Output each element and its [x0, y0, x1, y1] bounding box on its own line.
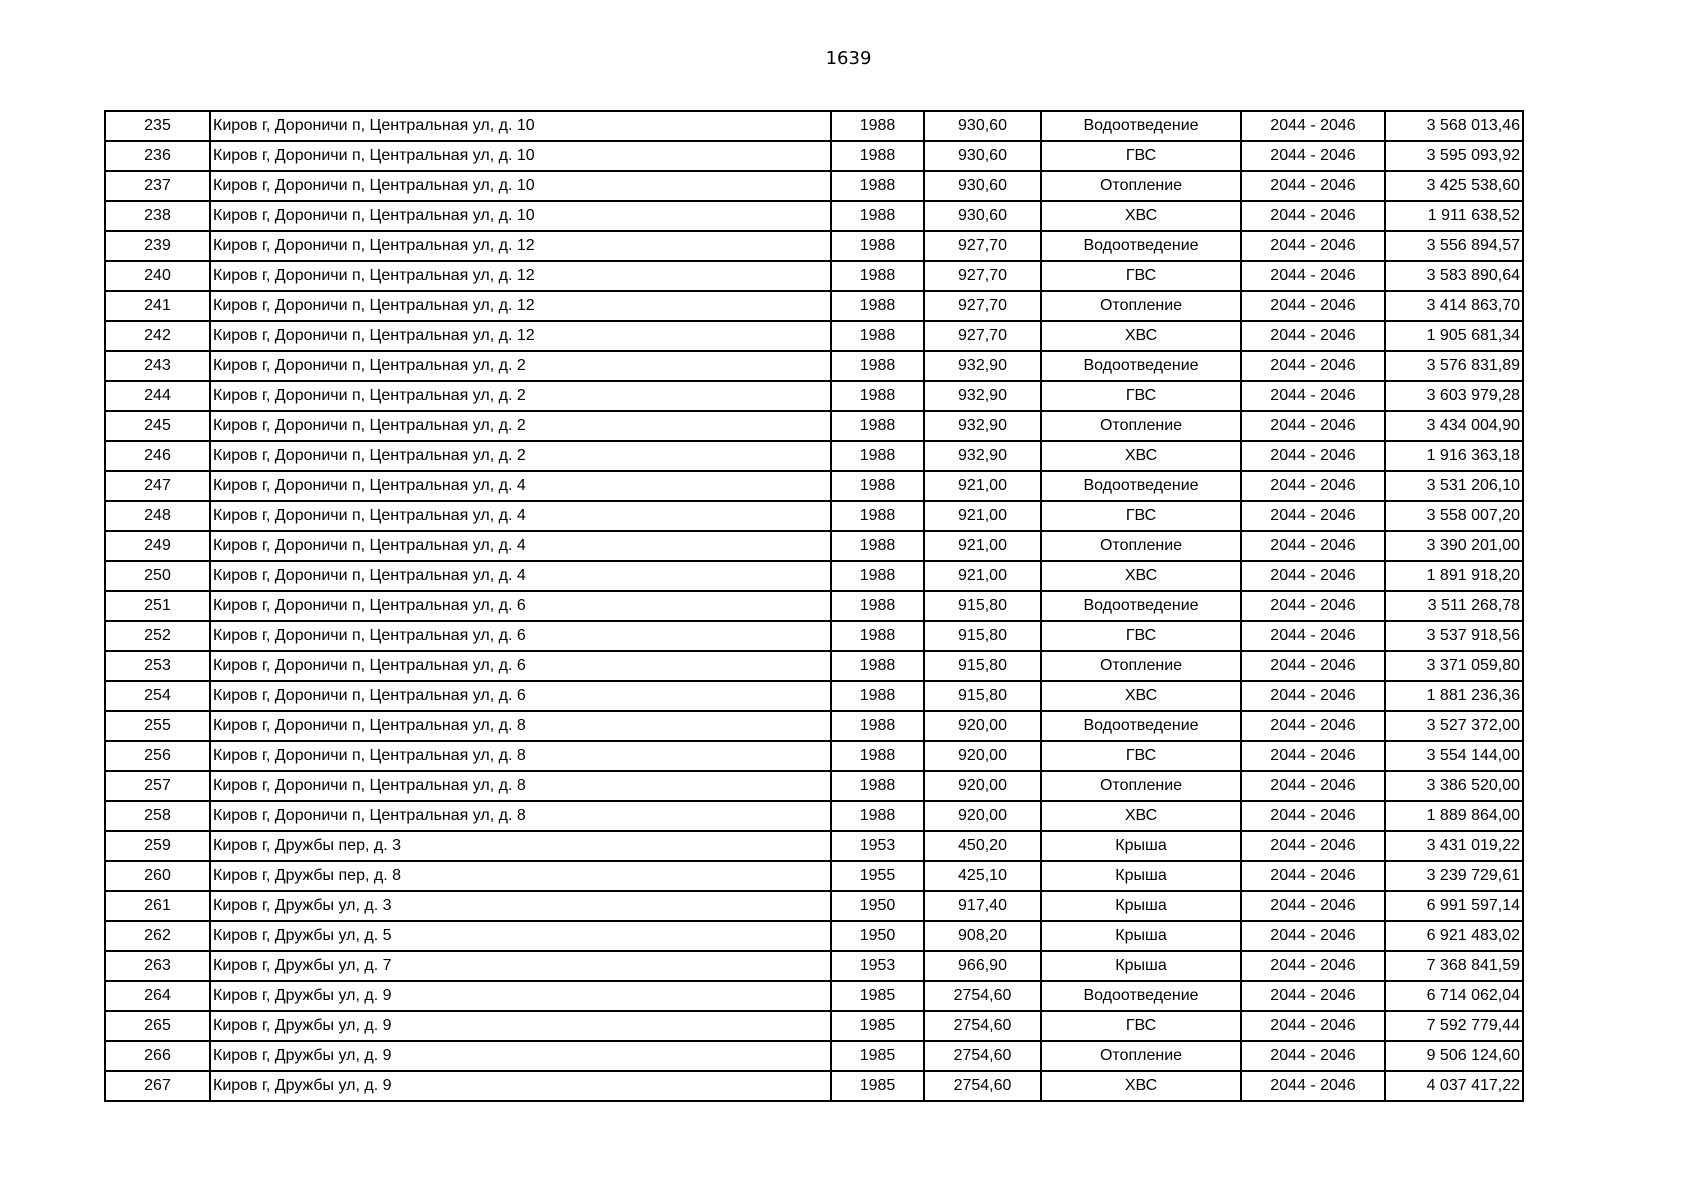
work-type-cell: ХВС — [1041, 441, 1241, 471]
area-cell: 932,90 — [924, 441, 1041, 471]
row-number-cell: 264 — [105, 981, 210, 1011]
work-type-cell: Водоотведение — [1041, 711, 1241, 741]
area-cell: 930,60 — [924, 171, 1041, 201]
cost-cell: 7 592 779,44 — [1385, 1011, 1523, 1041]
area-cell: 920,00 — [924, 741, 1041, 771]
table-row — [105, 681, 1523, 711]
table-row — [105, 801, 1523, 831]
cost-cell: 3 390 201,00 — [1385, 531, 1523, 561]
year-built-cell: 1988 — [831, 261, 924, 291]
work-type-cell: Крыша — [1041, 891, 1241, 921]
year-built-cell: 1953 — [831, 951, 924, 981]
row-number-cell: 237 — [105, 171, 210, 201]
row-number-cell: 261 — [105, 891, 210, 921]
year-built-cell: 1988 — [831, 201, 924, 231]
period-cell: 2044 - 2046 — [1241, 111, 1385, 141]
year-built-cell: 1988 — [831, 591, 924, 621]
table-row — [105, 711, 1523, 741]
year-built-cell: 1955 — [831, 861, 924, 891]
year-built-cell: 1953 — [831, 831, 924, 861]
address-cell: Киров г, Дружбы пер, д. 3 — [210, 831, 831, 861]
address-cell: Киров г, Дороничи п, Центральная ул, д. 10 — [210, 141, 831, 171]
row-number-cell: 245 — [105, 411, 210, 441]
period-cell: 2044 - 2046 — [1241, 321, 1385, 351]
address-cell: Киров г, Дороничи п, Центральная ул, д. 8 — [210, 711, 831, 741]
year-built-cell: 1988 — [831, 651, 924, 681]
year-built-cell: 1988 — [831, 621, 924, 651]
year-built-cell: 1988 — [831, 531, 924, 561]
address-cell: Киров г, Дружбы ул, д. 9 — [210, 1011, 831, 1041]
row-number-cell: 267 — [105, 1071, 210, 1101]
table-row — [105, 501, 1523, 531]
table-row — [105, 381, 1523, 411]
work-type-cell: ХВС — [1041, 321, 1241, 351]
area-cell: 932,90 — [924, 381, 1041, 411]
work-type-cell: ГВС — [1041, 501, 1241, 531]
area-cell: 908,20 — [924, 921, 1041, 951]
period-cell: 2044 - 2046 — [1241, 471, 1385, 501]
work-type-cell: Крыша — [1041, 831, 1241, 861]
period-cell: 2044 - 2046 — [1241, 381, 1385, 411]
row-number-cell: 241 — [105, 291, 210, 321]
work-type-cell: ХВС — [1041, 561, 1241, 591]
area-cell: 921,00 — [924, 531, 1041, 561]
area-cell: 915,80 — [924, 591, 1041, 621]
table-row — [105, 891, 1523, 921]
address-cell: Киров г, Дороничи п, Центральная ул, д. 2 — [210, 351, 831, 381]
cost-cell: 3 554 144,00 — [1385, 741, 1523, 771]
area-cell: 915,80 — [924, 621, 1041, 651]
area-cell: 966,90 — [924, 951, 1041, 981]
cost-cell: 3 531 206,10 — [1385, 471, 1523, 501]
work-type-cell: Крыша — [1041, 921, 1241, 951]
address-cell: Киров г, Дороничи п, Центральная ул, д. 4 — [210, 501, 831, 531]
work-type-cell: ГВС — [1041, 741, 1241, 771]
table-row — [105, 441, 1523, 471]
year-built-cell: 1988 — [831, 381, 924, 411]
area-cell: 927,70 — [924, 261, 1041, 291]
table-row — [105, 531, 1523, 561]
address-cell: Киров г, Дороничи п, Центральная ул, д. 2 — [210, 441, 831, 471]
work-type-cell: Крыша — [1041, 861, 1241, 891]
row-number-cell: 262 — [105, 921, 210, 951]
cost-cell: 1 881 236,36 — [1385, 681, 1523, 711]
cost-cell: 6 714 062,04 — [1385, 981, 1523, 1011]
area-cell: 932,90 — [924, 411, 1041, 441]
period-cell: 2044 - 2046 — [1241, 591, 1385, 621]
work-type-cell: Отопление — [1041, 651, 1241, 681]
address-cell: Киров г, Дороничи п, Центральная ул, д. 6 — [210, 591, 831, 621]
address-cell: Киров г, Дороничи п, Центральная ул, д. 12 — [210, 231, 831, 261]
period-cell: 2044 - 2046 — [1241, 621, 1385, 651]
address-cell: Киров г, Дружбы пер, д. 8 — [210, 861, 831, 891]
address-cell: Киров г, Дороничи п, Центральная ул, д. 6 — [210, 651, 831, 681]
area-cell: 927,70 — [924, 231, 1041, 261]
period-cell: 2044 - 2046 — [1241, 531, 1385, 561]
period-cell: 2044 - 2046 — [1241, 861, 1385, 891]
cost-cell: 3 239 729,61 — [1385, 861, 1523, 891]
row-number-cell: 239 — [105, 231, 210, 261]
year-built-cell: 1985 — [831, 1041, 924, 1071]
period-cell: 2044 - 2046 — [1241, 1041, 1385, 1071]
area-cell: 932,90 — [924, 351, 1041, 381]
table-row — [105, 351, 1523, 381]
period-cell: 2044 - 2046 — [1241, 1011, 1385, 1041]
cost-cell: 1 916 363,18 — [1385, 441, 1523, 471]
row-number-cell: 253 — [105, 651, 210, 681]
work-type-cell: Водоотведение — [1041, 981, 1241, 1011]
work-type-cell: ХВС — [1041, 801, 1241, 831]
cost-cell: 3 568 013,46 — [1385, 111, 1523, 141]
area-cell: 930,60 — [924, 201, 1041, 231]
period-cell: 2044 - 2046 — [1241, 561, 1385, 591]
table-row — [105, 411, 1523, 441]
address-cell: Киров г, Дороничи п, Центральная ул, д. 8 — [210, 801, 831, 831]
table-row — [105, 591, 1523, 621]
period-cell: 2044 - 2046 — [1241, 741, 1385, 771]
row-number-cell: 252 — [105, 621, 210, 651]
area-cell: 930,60 — [924, 141, 1041, 171]
period-cell: 2044 - 2046 — [1241, 501, 1385, 531]
address-cell: Киров г, Дружбы ул, д. 5 — [210, 921, 831, 951]
work-type-cell: ГВС — [1041, 381, 1241, 411]
cost-cell: 3 434 004,90 — [1385, 411, 1523, 441]
year-built-cell: 1988 — [831, 411, 924, 441]
cost-cell: 1 905 681,34 — [1385, 321, 1523, 351]
row-number-cell: 248 — [105, 501, 210, 531]
cost-cell: 9 506 124,60 — [1385, 1041, 1523, 1071]
table-row — [105, 321, 1523, 351]
table-row — [105, 741, 1523, 771]
address-cell: Киров г, Дороничи п, Центральная ул, д. 8 — [210, 771, 831, 801]
period-cell: 2044 - 2046 — [1241, 711, 1385, 741]
year-built-cell: 1988 — [831, 561, 924, 591]
row-number-cell: 247 — [105, 471, 210, 501]
period-cell: 2044 - 2046 — [1241, 651, 1385, 681]
row-number-cell: 254 — [105, 681, 210, 711]
work-type-cell: ХВС — [1041, 681, 1241, 711]
cost-cell: 7 368 841,59 — [1385, 951, 1523, 981]
address-cell: Киров г, Дороничи п, Центральная ул, д. 12 — [210, 291, 831, 321]
year-built-cell: 1985 — [831, 1071, 924, 1101]
work-type-cell: Водоотведение — [1041, 231, 1241, 261]
work-type-cell: ГВС — [1041, 261, 1241, 291]
area-cell: 920,00 — [924, 711, 1041, 741]
cost-cell: 3 583 890,64 — [1385, 261, 1523, 291]
period-cell: 2044 - 2046 — [1241, 201, 1385, 231]
address-cell: Киров г, Дороничи п, Центральная ул, д. 6 — [210, 681, 831, 711]
period-cell: 2044 - 2046 — [1241, 411, 1385, 441]
work-type-cell: ГВС — [1041, 621, 1241, 651]
row-number-cell: 236 — [105, 141, 210, 171]
work-type-cell: ХВС — [1041, 201, 1241, 231]
row-number-cell: 260 — [105, 861, 210, 891]
cost-cell: 3 425 538,60 — [1385, 171, 1523, 201]
table-row — [105, 201, 1523, 231]
year-built-cell: 1988 — [831, 291, 924, 321]
year-built-cell: 1988 — [831, 321, 924, 351]
address-cell: Киров г, Дороничи п, Центральная ул, д. 10 — [210, 201, 831, 231]
work-type-cell: Водоотведение — [1041, 591, 1241, 621]
work-type-cell: Водоотведение — [1041, 111, 1241, 141]
row-number-cell: 251 — [105, 591, 210, 621]
table-row — [105, 231, 1523, 261]
period-cell: 2044 - 2046 — [1241, 921, 1385, 951]
table-row — [105, 561, 1523, 591]
registry-table-body — [105, 111, 1523, 1101]
area-cell: 425,10 — [924, 861, 1041, 891]
work-type-cell: ХВС — [1041, 1071, 1241, 1101]
table-row — [105, 651, 1523, 681]
year-built-cell: 1988 — [831, 501, 924, 531]
table-row — [105, 1071, 1523, 1101]
row-number-cell: 238 — [105, 201, 210, 231]
cost-cell: 3 431 019,22 — [1385, 831, 1523, 861]
address-cell: Киров г, Дороничи п, Центральная ул, д. 8 — [210, 741, 831, 771]
cost-cell: 3 537 918,56 — [1385, 621, 1523, 651]
year-built-cell: 1988 — [831, 171, 924, 201]
table-row — [105, 921, 1523, 951]
period-cell: 2044 - 2046 — [1241, 981, 1385, 1011]
period-cell: 2044 - 2046 — [1241, 351, 1385, 381]
row-number-cell: 255 — [105, 711, 210, 741]
area-cell: 450,20 — [924, 831, 1041, 861]
address-cell: Киров г, Дороничи п, Центральная ул, д. 10 — [210, 111, 831, 141]
work-type-cell: Отопление — [1041, 411, 1241, 441]
row-number-cell: 259 — [105, 831, 210, 861]
period-cell: 2044 - 2046 — [1241, 831, 1385, 861]
table-row — [105, 261, 1523, 291]
work-type-cell: ГВС — [1041, 1011, 1241, 1041]
period-cell: 2044 - 2046 — [1241, 171, 1385, 201]
cost-cell: 3 527 372,00 — [1385, 711, 1523, 741]
period-cell: 2044 - 2046 — [1241, 441, 1385, 471]
area-cell: 915,80 — [924, 651, 1041, 681]
period-cell: 2044 - 2046 — [1241, 681, 1385, 711]
work-type-cell: Отопление — [1041, 291, 1241, 321]
period-cell: 2044 - 2046 — [1241, 951, 1385, 981]
row-number-cell: 250 — [105, 561, 210, 591]
year-built-cell: 1985 — [831, 981, 924, 1011]
row-number-cell: 258 — [105, 801, 210, 831]
period-cell: 2044 - 2046 — [1241, 1071, 1385, 1101]
year-built-cell: 1985 — [831, 1011, 924, 1041]
address-cell: Киров г, Дружбы ул, д. 9 — [210, 1041, 831, 1071]
address-cell: Киров г, Дороничи п, Центральная ул, д. 4 — [210, 561, 831, 591]
table-row — [105, 621, 1523, 651]
year-built-cell: 1950 — [831, 921, 924, 951]
year-built-cell: 1988 — [831, 681, 924, 711]
area-cell: 915,80 — [924, 681, 1041, 711]
cost-cell: 3 556 894,57 — [1385, 231, 1523, 261]
area-cell: 2754,60 — [924, 1041, 1041, 1071]
address-cell: Киров г, Дороничи п, Центральная ул, д. 12 — [210, 321, 831, 351]
row-number-cell: 263 — [105, 951, 210, 981]
work-type-cell: ГВС — [1041, 141, 1241, 171]
area-cell: 930,60 — [924, 111, 1041, 141]
table-row — [105, 471, 1523, 501]
address-cell: Киров г, Дороничи п, Центральная ул, д. 6 — [210, 621, 831, 651]
cost-cell: 1 891 918,20 — [1385, 561, 1523, 591]
row-number-cell: 249 — [105, 531, 210, 561]
table-row — [105, 861, 1523, 891]
address-cell: Киров г, Дороничи п, Центральная ул, д. 12 — [210, 261, 831, 291]
table-row — [105, 981, 1523, 1011]
page-number: 1639 — [825, 48, 872, 69]
row-number-cell: 266 — [105, 1041, 210, 1071]
address-cell: Киров г, Дороничи п, Центральная ул, д. 4 — [210, 531, 831, 561]
row-number-cell: 235 — [105, 111, 210, 141]
year-built-cell: 1988 — [831, 471, 924, 501]
period-cell: 2044 - 2046 — [1241, 291, 1385, 321]
cost-cell: 3 511 268,78 — [1385, 591, 1523, 621]
area-cell: 2754,60 — [924, 1011, 1041, 1041]
table-row — [105, 951, 1523, 981]
row-number-cell: 265 — [105, 1011, 210, 1041]
period-cell: 2044 - 2046 — [1241, 771, 1385, 801]
cost-cell: 1 911 638,52 — [1385, 201, 1523, 231]
table-row — [105, 141, 1523, 171]
table-row — [105, 771, 1523, 801]
cost-cell: 3 386 520,00 — [1385, 771, 1523, 801]
table-row — [105, 1041, 1523, 1071]
period-cell: 2044 - 2046 — [1241, 141, 1385, 171]
year-built-cell: 1988 — [831, 771, 924, 801]
work-type-cell: Отопление — [1041, 171, 1241, 201]
year-built-cell: 1988 — [831, 711, 924, 741]
row-number-cell: 240 — [105, 261, 210, 291]
cost-cell: 3 603 979,28 — [1385, 381, 1523, 411]
cost-cell: 3 558 007,20 — [1385, 501, 1523, 531]
year-built-cell: 1988 — [831, 801, 924, 831]
area-cell: 920,00 — [924, 801, 1041, 831]
table-row — [105, 291, 1523, 321]
area-cell: 920,00 — [924, 771, 1041, 801]
period-cell: 2044 - 2046 — [1241, 801, 1385, 831]
address-cell: Киров г, Дороничи п, Центральная ул, д. 2 — [210, 381, 831, 411]
row-number-cell: 242 — [105, 321, 210, 351]
area-cell: 2754,60 — [924, 1071, 1041, 1101]
address-cell: Киров г, Дороничи п, Центральная ул, д. 4 — [210, 471, 831, 501]
work-type-cell: Крыша — [1041, 951, 1241, 981]
address-cell: Киров г, Дружбы ул, д. 9 — [210, 1071, 831, 1101]
work-type-cell: Отопление — [1041, 531, 1241, 561]
cost-cell: 3 576 831,89 — [1385, 351, 1523, 381]
year-built-cell: 1988 — [831, 231, 924, 261]
year-built-cell: 1988 — [831, 141, 924, 171]
cost-cell: 4 037 417,22 — [1385, 1071, 1523, 1101]
table-row — [105, 831, 1523, 861]
area-cell: 921,00 — [924, 501, 1041, 531]
row-number-cell: 243 — [105, 351, 210, 381]
area-cell: 927,70 — [924, 291, 1041, 321]
period-cell: 2044 - 2046 — [1241, 231, 1385, 261]
work-type-cell: Отопление — [1041, 771, 1241, 801]
area-cell: 917,40 — [924, 891, 1041, 921]
period-cell: 2044 - 2046 — [1241, 261, 1385, 291]
area-cell: 921,00 — [924, 561, 1041, 591]
address-cell: Киров г, Дружбы ул, д. 7 — [210, 951, 831, 981]
year-built-cell: 1988 — [831, 741, 924, 771]
year-built-cell: 1988 — [831, 111, 924, 141]
address-cell: Киров г, Дружбы ул, д. 9 — [210, 981, 831, 1011]
cost-cell: 1 889 864,00 — [1385, 801, 1523, 831]
area-cell: 927,70 — [924, 321, 1041, 351]
row-number-cell: 257 — [105, 771, 210, 801]
address-cell: Киров г, Дороничи п, Центральная ул, д. 10 — [210, 171, 831, 201]
period-cell: 2044 - 2046 — [1241, 891, 1385, 921]
area-cell: 921,00 — [924, 471, 1041, 501]
row-number-cell: 256 — [105, 741, 210, 771]
cost-cell: 3 371 059,80 — [1385, 651, 1523, 681]
year-built-cell: 1988 — [831, 351, 924, 381]
table-row — [105, 111, 1523, 141]
cost-cell: 3 414 863,70 — [1385, 291, 1523, 321]
address-cell: Киров г, Дороничи п, Центральная ул, д. 2 — [210, 411, 831, 441]
row-number-cell: 246 — [105, 441, 210, 471]
address-cell: Киров г, Дружбы ул, д. 3 — [210, 891, 831, 921]
work-type-cell: Отопление — [1041, 1041, 1241, 1071]
year-built-cell: 1950 — [831, 891, 924, 921]
area-cell: 2754,60 — [924, 981, 1041, 1011]
row-number-cell: 244 — [105, 381, 210, 411]
registry-table — [104, 110, 1524, 1102]
table-row — [105, 171, 1523, 201]
table-row — [105, 1011, 1523, 1041]
year-built-cell: 1988 — [831, 441, 924, 471]
work-type-cell: Водоотведение — [1041, 351, 1241, 381]
work-type-cell: Водоотведение — [1041, 471, 1241, 501]
cost-cell: 3 595 093,92 — [1385, 141, 1523, 171]
cost-cell: 6 991 597,14 — [1385, 891, 1523, 921]
cost-cell: 6 921 483,02 — [1385, 921, 1523, 951]
